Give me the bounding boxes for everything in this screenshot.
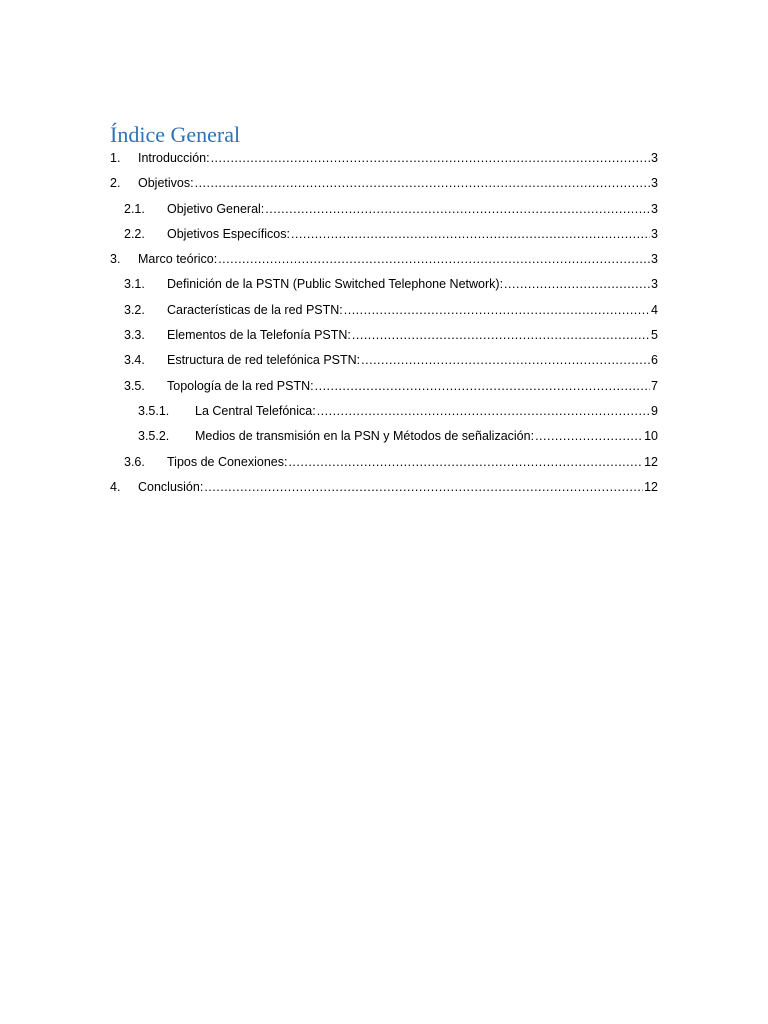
toc-entry-number: 3.: [110, 252, 121, 267]
toc-entry[interactable]: [110, 272, 658, 297]
toc-entry-page: 3: [651, 176, 658, 191]
toc-entry-page: 3: [651, 226, 658, 241]
toc-entry[interactable]: [110, 399, 658, 424]
toc-title: Índice General: [110, 122, 241, 147]
toc-dot-leader: [315, 374, 650, 399]
toc-entry-title: Objetivo General:: [167, 201, 265, 216]
toc-entry-number: 3.2.: [124, 302, 145, 317]
toc-dot-leader: [352, 323, 650, 348]
toc-entry-title: Introducción:: [138, 151, 210, 165]
toc-entry-page: 12: [644, 479, 658, 494]
toc-entry-title: Medios de transmisión en la PSN y Métodos de señalización:: [195, 429, 535, 444]
toc-dot-leader: [504, 272, 650, 297]
toc-dot-leader: [344, 298, 650, 323]
toc-entry[interactable]: [110, 146, 658, 171]
toc-entry-page: 7: [651, 378, 658, 393]
toc-entry[interactable]: [110, 298, 658, 323]
toc-entry-page: 3: [651, 201, 658, 216]
toc-entry[interactable]: [110, 374, 658, 399]
toc-dot-leader: [211, 146, 650, 171]
toc-entry-page: 6: [651, 353, 658, 368]
toc-entry-title: Características de la red PSTN:: [167, 302, 343, 317]
toc-entry[interactable]: [110, 197, 658, 222]
table-of-contents: [110, 146, 658, 500]
toc-entry-page: 4: [651, 302, 658, 317]
toc-entry-title: La Central Telefónica:: [195, 403, 316, 418]
toc-entry-number: 1.: [110, 151, 121, 165]
toc-entry-number: 3.5.1.: [138, 403, 170, 418]
toc-entry-number: 3.5.: [124, 378, 145, 393]
toc-entry[interactable]: [110, 475, 658, 500]
toc-entry-title: Marco teórico:: [138, 252, 218, 267]
toc-entry[interactable]: [110, 348, 658, 373]
toc-entry-number: 3.6.: [124, 454, 145, 469]
toc-entry[interactable]: [110, 222, 658, 247]
toc-entry-number: 3.3.: [124, 328, 145, 343]
toc-entry-number: 4.: [110, 479, 121, 494]
toc-entry-page: 10: [644, 429, 658, 444]
toc-entry[interactable]: [110, 171, 658, 196]
toc-entry-title: Estructura de red telefónica PSTN:: [167, 353, 361, 368]
toc-entry-title: Conclusión:: [138, 479, 204, 494]
toc-dot-leader: [361, 348, 650, 373]
toc-entry-number: 2.2.: [124, 226, 145, 241]
toc-entry-title: Topología de la red PSTN:: [167, 378, 314, 393]
toc-entry-page: 9: [651, 403, 658, 418]
toc-entry[interactable]: [110, 450, 658, 475]
toc-dot-leader: [535, 424, 643, 449]
toc-entry-page: 3: [651, 277, 658, 292]
toc-entry-title: Definición de la PSTN (Public Switched Telephone Network):: [167, 277, 504, 292]
toc-entry[interactable]: [110, 247, 658, 272]
toc-entry-title: Tipos de Conexiones:: [167, 454, 288, 469]
toc-dot-leader: [288, 450, 643, 475]
toc-entry-page: 5: [651, 328, 658, 343]
toc-dot-leader: [195, 171, 650, 196]
toc-entry[interactable]: [110, 323, 658, 348]
toc-entry-number: 3.1.: [124, 277, 145, 292]
toc-entry-number: 3.5.2.: [138, 429, 170, 444]
toc-entry-title: Elementos de la Telefonía PSTN:: [167, 328, 351, 343]
toc-entry-number: 2.1.: [124, 201, 145, 216]
toc-entry-number: 3.4.: [124, 353, 145, 368]
toc-entry-title: Objetivos:: [138, 176, 194, 191]
toc-entry-page: 3: [651, 252, 658, 267]
toc-dot-leader: [204, 475, 643, 500]
toc-entry-page: 12: [644, 454, 658, 469]
toc-entry-page: 3: [651, 151, 658, 165]
toc-dot-leader: [291, 222, 650, 247]
toc-entry-title: Objetivos Específicos:: [167, 226, 290, 241]
toc-entry[interactable]: [110, 424, 658, 449]
toc-dot-leader: [317, 399, 650, 424]
toc-dot-leader: [265, 197, 650, 222]
toc-entry-number: 2.: [110, 176, 121, 191]
toc-dot-leader: [218, 247, 650, 272]
